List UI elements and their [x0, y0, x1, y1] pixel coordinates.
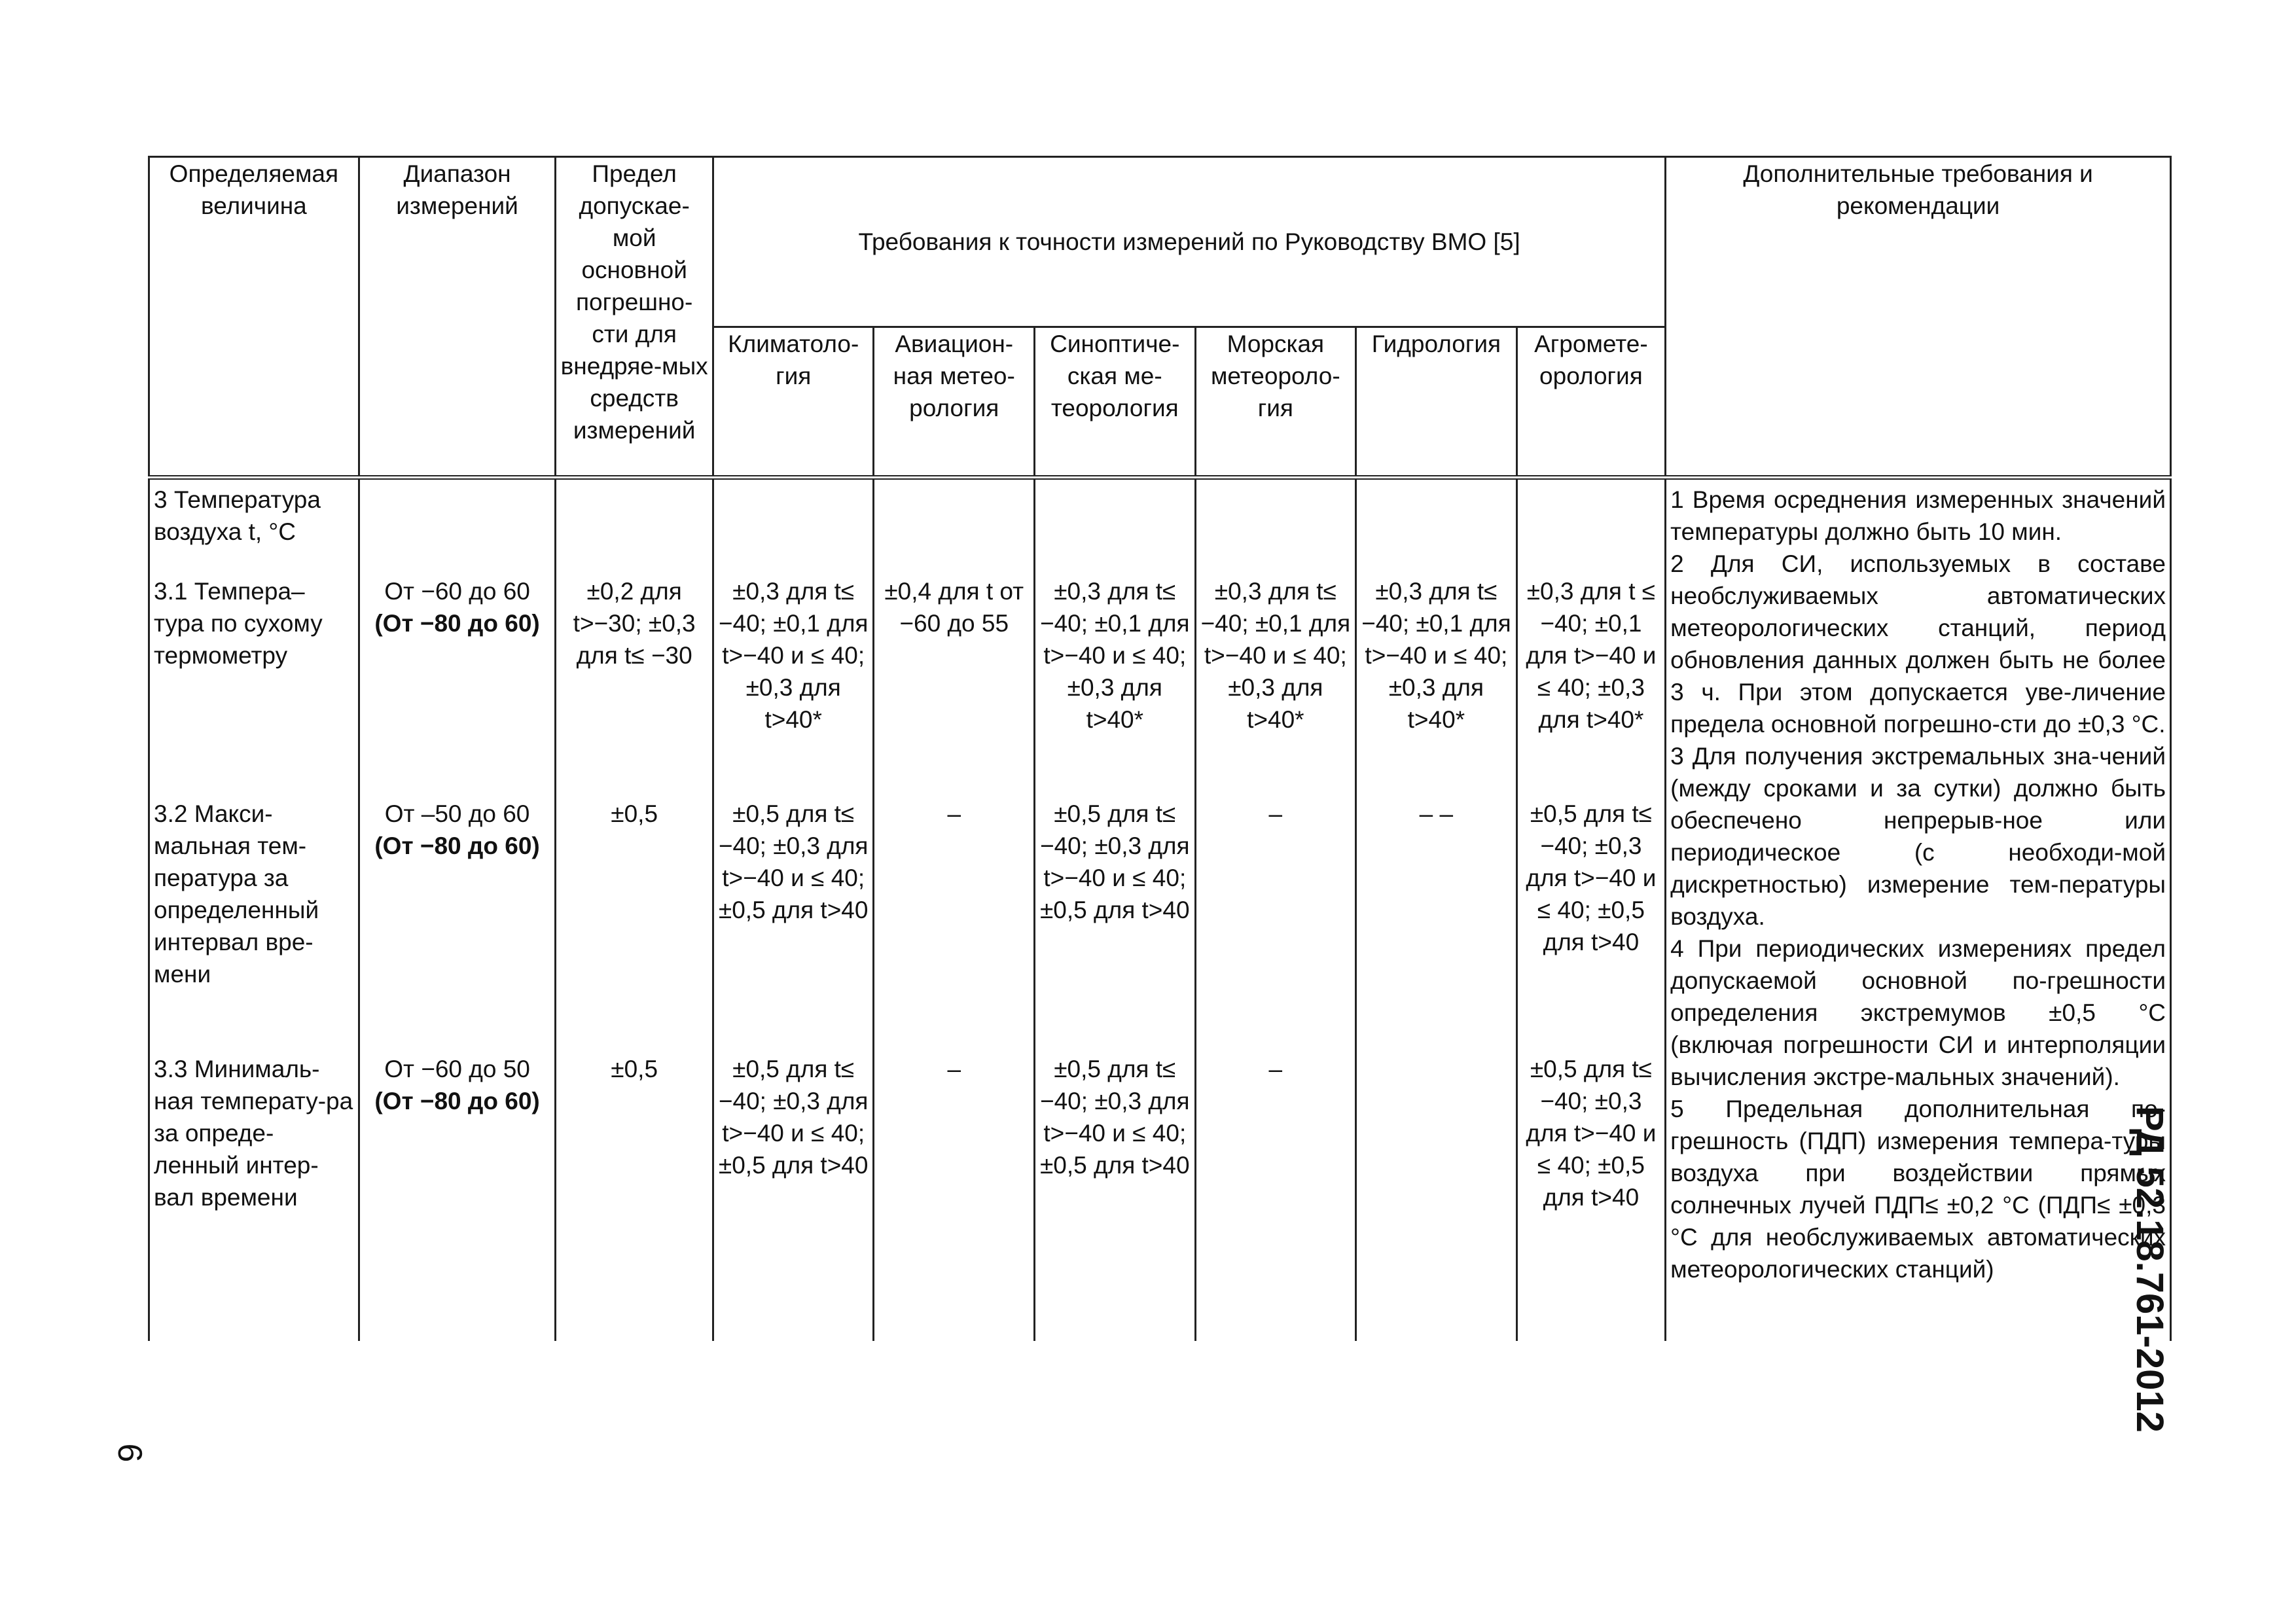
subheader-agro: Агромете-орология — [1516, 327, 1666, 478]
header-wmo-requirements: Требования к точности измерений по Руководству ВМО [5] — [713, 157, 1665, 327]
row-hydrology — [1356, 1053, 1517, 1341]
row-range: От −60 до 60 (От −80 до 60) — [359, 548, 556, 798]
note-4: 4 При периодических измерениях предел допускаемой основной по-грешности определения экстремумов ±0,5 °С (включая погрешности СИ и интерполяции вычисления экстре-мальных значений). — [1670, 935, 2166, 1090]
row-limit: ±0,5 — [556, 798, 713, 1053]
header-limit: Предел допускае-мой основной погрешно-сти для внедряе-мых средств измерений — [556, 157, 713, 478]
note-1: 1 Время осреднения измеренных значений температуры должно быть 10 мин. — [1670, 486, 2166, 545]
page-number: 6 — [111, 1443, 149, 1463]
row-agro: ±0,3 для t ≤ −40; ±0,1 для t>−40 и ≤ 40; ±0,3 для t>40* — [1516, 548, 1666, 798]
row-marine: ±0,3 для t≤ −40; ±0,1 для t>−40 и ≤ 40; ±0,3 для t>40* — [1195, 548, 1356, 798]
section-title: 3 Температура воздуха t, °С — [149, 478, 359, 548]
subheader-hydrology: Гидрология — [1356, 327, 1517, 478]
row-limit: ±0,2 для t>−30; ±0,3 для t≤ −30 — [556, 548, 713, 798]
subheader-synoptic: Синоптиче-ская ме-теорология — [1035, 327, 1196, 478]
row-marine: – — [1195, 798, 1356, 1053]
row-aviation: – — [874, 1053, 1035, 1341]
requirements-table — [148, 156, 2172, 1341]
notes-cell — [1666, 478, 2171, 1342]
document-number: РД 52.18.761-2012 — [2128, 1106, 2171, 1433]
row-marine: – — [1195, 1053, 1356, 1341]
row-synoptic: ±0,5 для t≤ −40; ±0,3 для t>−40 и ≤ 40; ±0,5 для t>40 — [1035, 798, 1196, 1053]
subheader-climatology: Климатоло-гия — [713, 327, 874, 478]
header-additional: Дополнительные требования и рекомендации — [1666, 157, 2171, 478]
row-agro: ±0,5 для t≤ −40; ±0,3 для t>−40 и ≤ 40; ±0,5 для t>40 — [1516, 798, 1666, 1053]
note-3: 3 Для получения экстремальных зна-чений (между сроками и за сутки) должно быть обеспечено непрерыв-ное или периодическое (с необходи-мой дискретностью) измерение тем-пературы воздуха. — [1670, 743, 2166, 930]
row-name: 3.1 Темпера–тура по сухому термометру — [149, 548, 359, 798]
row-hydrology: ±0,3 для t≤ −40; ±0,1 для t>−40 и ≤ 40; ±0,3 для t>40* — [1356, 548, 1517, 798]
row-name: 3.3 Минималь-ная температу-ра за опреде-ленный интер-вал времени — [149, 1053, 359, 1341]
subheader-marine: Морская метеороло-гия — [1195, 327, 1356, 478]
row-range: От –50 до 60 (От −80 до 60) — [359, 798, 556, 1053]
row-synoptic: ±0,5 для t≤ −40; ±0,3 для t>−40 и ≤ 40; ±0,5 для t>40 — [1035, 1053, 1196, 1341]
row-aviation: – — [874, 798, 1035, 1053]
row-limit: ±0,5 — [556, 1053, 713, 1341]
row-synoptic: ±0,3 для t≤ −40; ±0,1 для t>−40 и ≤ 40; ±0,3 для t>40* — [1035, 548, 1196, 798]
row-hydrology: – – — [1356, 798, 1517, 1053]
subheader-aviation: Авиацион-ная метео-рология — [874, 327, 1035, 478]
row-climatology: ±0,5 для t≤ −40; ±0,3 для t>−40 и ≤ 40; ±0,5 для t>40 — [713, 798, 874, 1053]
row-climatology: ±0,3 для t≤ −40; ±0,1 для t>−40 и ≤ 40; ±0,3 для t>40* — [713, 548, 874, 798]
note-5: 5 Предельная дополнительная по-грешность (ПДП) измерения темпера-туры воздуха при воздействии прямых солнечных лучей ПДП≤ ±0,2 °С (ПДП≤ ±0,3 °С для необслуживаемых автоматических метеорологических станций) — [1670, 1096, 2166, 1283]
row-agro: ±0,5 для t≤ −40; ±0,3 для t>−40 и ≤ 40; ±0,5 для t>40 — [1516, 1053, 1666, 1341]
note-2: 2 Для СИ, используемых в составе необслуживаемых автоматических метеорологических станций, период обновления данных должен быть не более 3 ч. При этом допускается уве-личение предела основной погрешно-сти до ±0,3 °С. — [1670, 550, 2166, 738]
header-range: Диапазон измерений — [359, 157, 556, 478]
header-quantity: Определяемая величина — [149, 157, 359, 478]
row-aviation: ±0,4 для t от −60 до 55 — [874, 548, 1035, 798]
row-name: 3.2 Макси-мальная тем-пература за определенный интервал вре-мени — [149, 798, 359, 1053]
row-climatology: ±0,5 для t≤ −40; ±0,3 для t>−40 и ≤ 40; ±0,5 для t>40 — [713, 1053, 874, 1341]
row-range: От −60 до 50 (От −80 до 60) — [359, 1053, 556, 1341]
